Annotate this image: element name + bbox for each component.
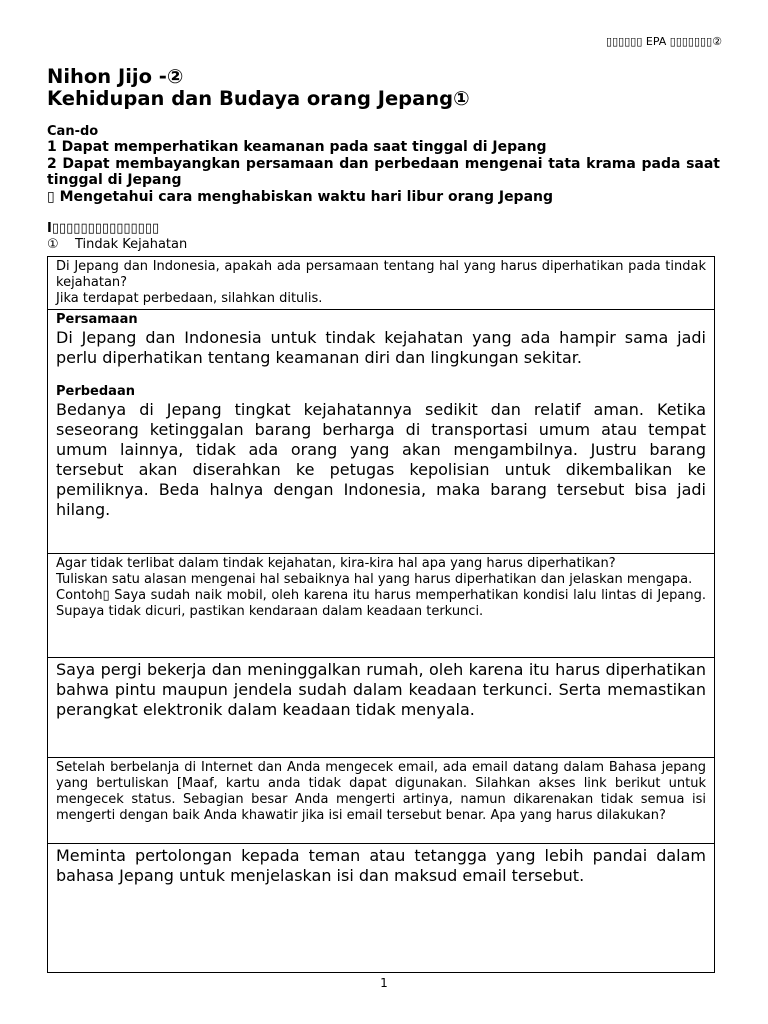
answer-1-same-text: Di Jepang dan Indonesia untuk tindak kejahatan yang ada hampir sama jadi perlu diperhatikan tentang keamanan diri dan lingkungan sekitar. xyxy=(56,328,706,367)
subsection-heading xyxy=(47,237,187,253)
answer-2 xyxy=(48,658,714,758)
answer-1-diff-label: Perbedaan xyxy=(56,384,135,399)
title-line-2: Kehidupan dan Budaya orang Jepang① xyxy=(47,87,470,110)
question-1-line-2: Jika terdapat perbedaan, silahkan ditulis. xyxy=(56,291,323,306)
answer-3-text: Meminta pertolongan kepada teman atau tetangga yang lebih pandai dalam bahasa Jepang untuk menjelaskan isi dan maksud email tersebut. xyxy=(56,846,706,885)
course-header: ▯▯▯▯▯▯ EPA ▯▯▯▯▯▯▯② xyxy=(606,35,722,48)
subsection-number: ① xyxy=(47,237,59,252)
question-2-line-2: Tuliskan satu alasan mengenai hal sebaiknya hal yang harus diperhatikan dan jelaskan mengapa. xyxy=(56,572,693,587)
answer-2-text: Saya pergi bekerja dan meninggalkan rumah, oleh karena itu harus diperhatikan bahwa pintu maupun jendela sudah dalam keadaan terkunci. Serta memastikan perangkat elektronik dalam keadaan tidak menyala. xyxy=(56,660,706,719)
cando-item-2: 2 Dapat membayangkan persamaan dan perbedaan mengenai tata krama pada saat tinggal di Jepang xyxy=(47,155,720,188)
cando-label: Can-do xyxy=(47,124,99,139)
question-2-line-1: Agar tidak terlibat dalam tindak kejahatan, kira-kira hal apa yang harus diperhatikan? xyxy=(56,556,616,571)
question-3-text: Setelah berbelanja di Internet dan Anda mengecek email, ada email datang dalam Bahasa jepang yang bertuliskan [Maaf, kartu anda tidak dapat digunakan. Silahkan akses link berikut untuk mengecek status. Sebagian besar Anda mengerti artinya, namun dikarenakan tidak semua isi mengerti dengan baik Anda khawatir jika isi email tersebut benar. Apa yang harus dilakukan? xyxy=(56,760,706,823)
page-title xyxy=(47,66,727,110)
subsection-title: Tindak Kejahatan xyxy=(75,237,188,252)
answer-1-diff-text: Bedanya di Jepang tingkat kejahatannya sedikit dan relatif aman. Ketika seseorang ketinggalan barang berharga di transportasi umum atau tempat umum lainnya, tidak ada orang yang akan mengambilnya. Justru barang tersebut akan diserahkan ke petugas kepolisian untuk dikembalikan ke pemiliknya. Beda halnya dengan Indonesia, maka barang tersebut bisa jadi hilang. xyxy=(56,400,706,519)
answer-1-same-label: Persamaan xyxy=(56,312,138,327)
page-number: 1 xyxy=(380,976,388,990)
cando-item-3: ▯ Mengetahui cara menghabiskan waktu hari libur orang Jepang xyxy=(47,188,554,205)
question-2 xyxy=(48,554,714,658)
answer-3 xyxy=(48,844,714,972)
title-line-1: Nihon Jijo -② xyxy=(47,65,184,88)
question-1 xyxy=(48,257,714,310)
question-1-line-1: Di Jepang dan Indonesia, apakah ada persamaan tentang hal yang harus diperhatikan pada tindak kejahatan? xyxy=(56,259,706,290)
section-heading-block xyxy=(47,221,187,253)
question-2-line-3: Contoh▯ Saya sudah naik mobil, oleh karena itu harus memperhatikan kondisi lalu lintas di Jepang. Supaya tidak dicuri, pastikan kendaraan dalam keadaan terkunci. xyxy=(56,588,706,619)
worksheet-table xyxy=(47,256,715,973)
section-heading: I▯▯▯▯▯▯▯▯▯▯▯▯▯▯▯ xyxy=(47,221,160,236)
cando-block xyxy=(47,124,720,205)
cando-item-1: 1 Dapat memperhatikan keamanan pada saat tinggal di Jepang xyxy=(47,139,547,155)
answer-1 xyxy=(48,310,714,554)
question-3 xyxy=(48,758,714,844)
